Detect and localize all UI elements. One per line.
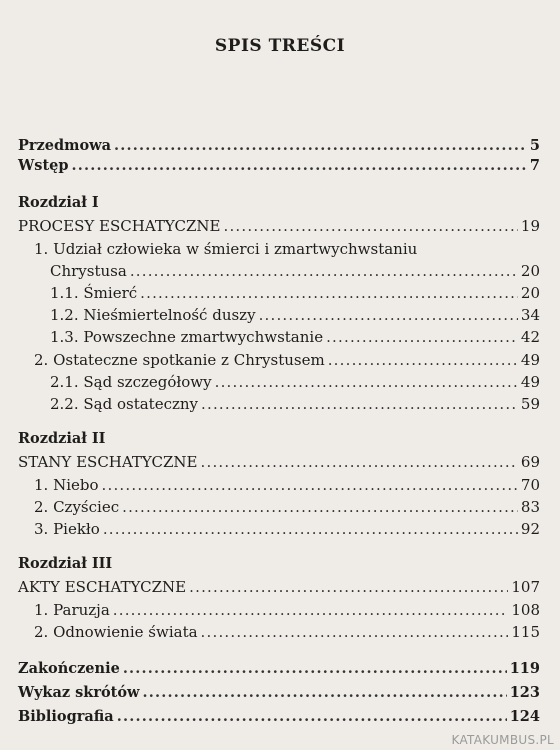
toc-entry-paruzja	[34, 601, 540, 619]
leader-dots	[117, 708, 507, 725]
page-title: SPIS TREŚCI	[214, 36, 346, 56]
toc-entry-page: 49	[520, 373, 540, 391]
leader-dots	[223, 217, 517, 235]
toc-entry-label: 2.2. Sąd ostateczny	[50, 395, 199, 413]
leader-dots	[140, 284, 518, 302]
toc-entry-label: Wstęp	[18, 157, 69, 174]
toc-entry-page: 7	[529, 157, 540, 174]
leader-dots	[201, 453, 518, 471]
toc-entry-page: 42	[520, 328, 540, 346]
toc-entry-akty	[18, 578, 540, 596]
toc-entry-page: 83	[520, 498, 540, 516]
toc-entry-przedmowa	[18, 137, 540, 154]
toc-entry-label: AKTY ESCHATYCZNE	[18, 578, 187, 596]
leader-dots	[201, 395, 518, 413]
toc-entry-wstep	[18, 157, 540, 174]
leader-dots	[113, 601, 509, 619]
toc-entry-page: 59	[520, 395, 540, 413]
toc-entry-niesmiertelnosc	[50, 306, 540, 324]
chapter-heading-1: Rozdział I	[18, 194, 99, 211]
toc-entry-page: 108	[511, 601, 540, 619]
toc-entry-page: 20	[520, 284, 540, 302]
leader-dots	[102, 476, 518, 494]
toc-entry-label: Bibliografia	[18, 708, 114, 725]
toc-entry-label: 3. Piekło	[34, 520, 100, 538]
toc-entry-niebo	[34, 476, 540, 494]
toc-entry-label: Chrystusa	[50, 262, 127, 280]
toc-entry-page: 107	[511, 578, 540, 596]
toc-entry-zmartwychwstanie	[50, 328, 540, 346]
toc-entry-label: 1. Niebo	[34, 476, 99, 494]
toc-entry-procesy	[18, 217, 540, 235]
toc-entry-pieklo	[34, 520, 540, 538]
leader-dots	[122, 498, 518, 516]
chapter-heading-2: Rozdział II	[18, 430, 106, 447]
toc-entry-spotkanie	[34, 351, 540, 369]
toc-entry-udzial-line2	[50, 262, 540, 280]
toc-entry-label: Zakończenie	[18, 660, 120, 677]
leader-dots	[189, 578, 508, 596]
toc-entry-odnowienie	[34, 623, 540, 641]
watermark: KATAKUMBUS.PL	[451, 733, 554, 747]
toc-entry-stany	[18, 453, 540, 471]
toc-entry-zakonczenie	[18, 660, 540, 677]
toc-entry-page: 123	[509, 684, 540, 701]
toc-entry-label: STANY ESCHATYCZNE	[18, 453, 198, 471]
leader-dots	[143, 684, 507, 701]
leader-dots	[215, 373, 518, 391]
toc-entry-label: 2.1. Sąd szczegółowy	[50, 373, 212, 391]
toc-entry-page: 69	[520, 453, 540, 471]
toc-entry-smierc	[50, 284, 540, 302]
toc-entry-czysciec	[34, 498, 540, 516]
toc-entry-label: 1.1. Śmierć	[50, 284, 138, 302]
leader-dots	[326, 328, 518, 346]
toc-entry-page: 20	[520, 262, 540, 280]
toc-entry-label: Wykaz skrótów	[18, 684, 140, 701]
toc-entry-label: 1.2. Nieśmiertelność duszy	[50, 306, 256, 324]
toc-entry-label: 1.3. Powszechne zmartwychwstanie	[50, 328, 324, 346]
toc-entry-page: 19	[520, 217, 540, 235]
leader-dots	[328, 351, 518, 369]
leader-dots	[259, 306, 518, 324]
toc-entry-udzial-line1: 1. Udział człowieka w śmierci i zmartwychwstaniu	[34, 240, 418, 258]
leader-dots	[123, 660, 507, 677]
toc-entry-page: 124	[509, 708, 540, 725]
toc-entry-sad-ostateczny	[50, 395, 540, 413]
toc-entry-page: 119	[509, 660, 540, 677]
toc-entry-page: 92	[520, 520, 540, 538]
toc-entry-label: 1. Paruzja	[34, 601, 110, 619]
toc-entry-bibliografia	[18, 708, 540, 725]
toc-entry-label: 2. Czyściec	[34, 498, 120, 516]
leader-dots	[130, 262, 518, 280]
toc-entry-label: 2. Odnowienie świata	[34, 623, 198, 641]
toc-entry-page: 70	[520, 476, 540, 494]
toc-entry-page: 115	[511, 623, 540, 641]
leader-dots	[201, 623, 509, 641]
toc-entry-label: Przedmowa	[18, 137, 112, 154]
chapter-heading-3: Rozdział III	[18, 555, 113, 572]
toc-entry-wykaz-skrotow	[18, 684, 540, 701]
leader-dots	[72, 157, 527, 174]
leader-dots	[114, 137, 527, 154]
toc-entry-label: PROCESY ESCHATYCZNE	[18, 217, 221, 235]
toc-entry-page: 49	[520, 351, 540, 369]
toc-entry-sad-szczegolowy	[50, 373, 540, 391]
toc-entry-label: 2. Ostateczne spotkanie z Chrystusem	[34, 351, 325, 369]
leader-dots	[103, 520, 518, 538]
toc-entry-page: 34	[520, 306, 540, 324]
toc-entry-page: 5	[529, 137, 540, 154]
